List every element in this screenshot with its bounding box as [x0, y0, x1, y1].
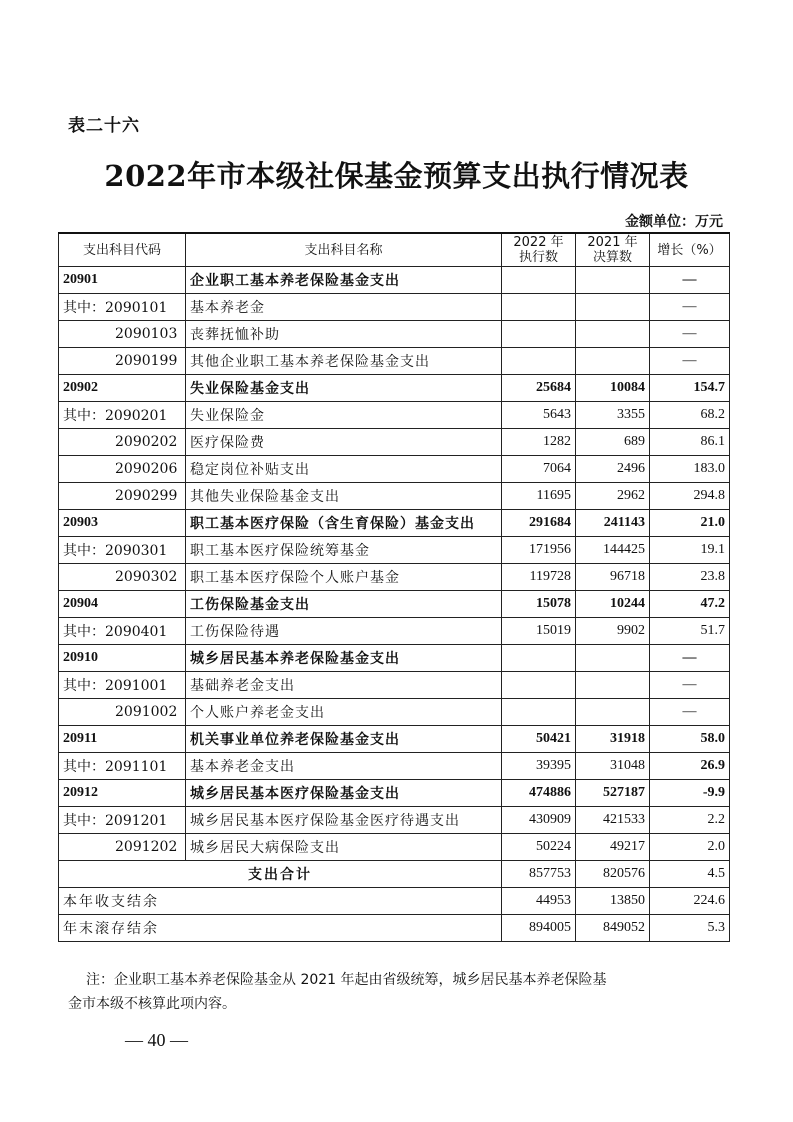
header-2022: [502, 233, 576, 267]
row-value-2021: [576, 267, 650, 294]
table-row: [59, 753, 730, 780]
row-value-2022: 291684: [502, 510, 576, 537]
category-row: [59, 510, 730, 537]
row-growth: —: [650, 294, 730, 321]
total-label: 支出合计: [59, 861, 502, 888]
table-row: [59, 456, 730, 483]
row-value-2021: [576, 348, 650, 375]
category-row: [59, 645, 730, 672]
row-value-2022: 11695: [502, 483, 576, 510]
row-code: 2090199: [59, 348, 186, 375]
row-value-2021: 31048: [576, 753, 650, 780]
table-row: [59, 807, 730, 834]
row-code: 其中：2091201: [59, 807, 186, 834]
header-2021-label: 决算数: [592, 250, 632, 265]
table-row: [59, 348, 730, 375]
rolling-balance-label: 年末滚存结余: [59, 915, 502, 942]
row-name: 基本养老金支出: [186, 753, 502, 780]
row-value-2022: 430909: [502, 807, 576, 834]
category-row: [59, 375, 730, 402]
row-name: 其他企业职工基本养老保险基金支出: [186, 348, 502, 375]
row-growth: —: [650, 699, 730, 726]
row-value-2021: [576, 645, 650, 672]
table-row: [59, 429, 730, 456]
table-number: 表二十六: [68, 116, 140, 136]
row-code: 2091002: [59, 699, 186, 726]
row-name: 基本养老金: [186, 294, 502, 321]
row-name: 失业保险金: [186, 402, 502, 429]
row-value-2022: 15019: [502, 618, 576, 645]
balance-label: 本年收支结余: [59, 888, 502, 915]
row-name: 机关事业单位养老保险基金支出: [186, 726, 502, 753]
row-value-2021: 527187: [576, 780, 650, 807]
table-row: [59, 672, 730, 699]
rolling-balance-row: [59, 915, 730, 942]
row-growth: 183.0: [650, 456, 730, 483]
row-value-2022: 5643: [502, 402, 576, 429]
footnote: [68, 968, 726, 1016]
row-value-2021: 49217: [576, 834, 650, 861]
row-name: 个人账户养老金支出: [186, 699, 502, 726]
row-name: 城乡居民基本医疗保险基金支出: [186, 780, 502, 807]
balance-2022: 44953: [502, 888, 576, 915]
row-code: 其中：2090101: [59, 294, 186, 321]
row-name: 职工基本医疗保险统筹基金: [186, 537, 502, 564]
total-2022: 857753: [502, 861, 576, 888]
total-2021: 820576: [576, 861, 650, 888]
row-value-2022: 119728: [502, 564, 576, 591]
row-value-2022: 15078: [502, 591, 576, 618]
row-growth: 68.2: [650, 402, 730, 429]
row-code: 其中：2090201: [59, 402, 186, 429]
row-value-2022: [502, 348, 576, 375]
table-row: [59, 699, 730, 726]
row-name: 职工基本医疗保险（含生育保险）基金支出: [186, 510, 502, 537]
row-code: 其中：2091001: [59, 672, 186, 699]
row-growth: 2.0: [650, 834, 730, 861]
table-row: [59, 834, 730, 861]
row-code: 2091202: [59, 834, 186, 861]
header-code: 支出科目代码: [59, 233, 186, 267]
table-row: [59, 564, 730, 591]
row-code: 2090299: [59, 483, 186, 510]
row-growth: 86.1: [650, 429, 730, 456]
row-code: 20910: [59, 645, 186, 672]
row-value-2021: 421533: [576, 807, 650, 834]
category-row: [59, 591, 730, 618]
row-value-2021: 2962: [576, 483, 650, 510]
unit-label: 金额单位：万元: [625, 214, 723, 230]
balance-2021: 13850: [576, 888, 650, 915]
row-code: 2090202: [59, 429, 186, 456]
row-growth: 294.8: [650, 483, 730, 510]
total-growth: 4.5: [650, 861, 730, 888]
row-name: 医疗保险费: [186, 429, 502, 456]
row-name: 失业保险基金支出: [186, 375, 502, 402]
category-row: [59, 780, 730, 807]
page-title: 2022年市本级社保基金预算支出执行情况表: [104, 159, 689, 193]
rolling-balance-growth: 5.3: [650, 915, 730, 942]
row-value-2021: 689: [576, 429, 650, 456]
row-code: 2090103: [59, 321, 186, 348]
row-value-2022: [502, 267, 576, 294]
row-growth: —: [650, 267, 730, 294]
header-2021-year: 2021 年: [587, 235, 638, 250]
category-row: [59, 726, 730, 753]
row-name: 城乡居民基本养老保险基金支出: [186, 645, 502, 672]
row-value-2021: [576, 321, 650, 348]
row-value-2021: 3355: [576, 402, 650, 429]
row-growth: —: [650, 645, 730, 672]
rolling-balance-2022: 894005: [502, 915, 576, 942]
row-code: 2090302: [59, 564, 186, 591]
table-row: [59, 402, 730, 429]
row-value-2022: [502, 645, 576, 672]
table-row: [59, 294, 730, 321]
row-growth: 51.7: [650, 618, 730, 645]
row-growth: 47.2: [650, 591, 730, 618]
row-name: 城乡居民大病保险支出: [186, 834, 502, 861]
row-name: 城乡居民基本医疗保险基金医疗待遇支出: [186, 807, 502, 834]
header-growth: 增长（%）: [650, 233, 730, 267]
row-value-2022: 50421: [502, 726, 576, 753]
header-2022-label: 执行数: [518, 250, 558, 265]
header-2021: [576, 233, 650, 267]
row-value-2022: 39395: [502, 753, 576, 780]
category-row: [59, 267, 730, 294]
rolling-balance-2021: 849052: [576, 915, 650, 942]
header-name: 支出科目名称: [186, 233, 502, 267]
row-growth: 19.1: [650, 537, 730, 564]
balance-row: [59, 888, 730, 915]
total-row: [59, 861, 730, 888]
row-growth: —: [650, 321, 730, 348]
row-value-2022: [502, 294, 576, 321]
row-code: 20912: [59, 780, 186, 807]
row-value-2021: 144425: [576, 537, 650, 564]
table-summary: [59, 861, 730, 942]
balance-growth: 224.6: [650, 888, 730, 915]
row-code: 2090206: [59, 456, 186, 483]
table-row: [59, 537, 730, 564]
row-code: 20903: [59, 510, 186, 537]
row-value-2022: 474886: [502, 780, 576, 807]
row-name: 丧葬抚恤补助: [186, 321, 502, 348]
row-value-2022: [502, 672, 576, 699]
row-name: 工伤保险基金支出: [186, 591, 502, 618]
page-number: — 40 —: [125, 1030, 188, 1050]
row-growth: 2.2: [650, 807, 730, 834]
row-value-2021: [576, 294, 650, 321]
row-value-2022: 171956: [502, 537, 576, 564]
row-growth: 23.8: [650, 564, 730, 591]
row-value-2021: 10244: [576, 591, 650, 618]
row-code: 20911: [59, 726, 186, 753]
header-2022-year: 2022 年: [513, 235, 564, 250]
row-value-2022: 7064: [502, 456, 576, 483]
row-code: 20901: [59, 267, 186, 294]
table-body: [59, 267, 730, 861]
row-value-2021: 241143: [576, 510, 650, 537]
row-name: 基础养老金支出: [186, 672, 502, 699]
row-growth: —: [650, 348, 730, 375]
row-value-2021: [576, 699, 650, 726]
table-row: [59, 618, 730, 645]
row-code: 其中：2091101: [59, 753, 186, 780]
table-row: [59, 483, 730, 510]
row-value-2021: 2496: [576, 456, 650, 483]
row-value-2021: 31918: [576, 726, 650, 753]
budget-table: [58, 232, 730, 942]
row-code: 其中：2090401: [59, 618, 186, 645]
row-growth: 154.7: [650, 375, 730, 402]
row-growth: 58.0: [650, 726, 730, 753]
table-row: [59, 321, 730, 348]
row-value-2021: 96718: [576, 564, 650, 591]
row-name: 工伤保险待遇: [186, 618, 502, 645]
row-value-2022: [502, 321, 576, 348]
row-name: 职工基本医疗保险个人账户基金: [186, 564, 502, 591]
row-growth: 26.9: [650, 753, 730, 780]
row-value-2022: 25684: [502, 375, 576, 402]
row-code: 其中：2090301: [59, 537, 186, 564]
row-value-2021: [576, 672, 650, 699]
row-value-2022: 1282: [502, 429, 576, 456]
footnote-line-2: 金市本级不核算此项内容。: [68, 996, 236, 1012]
row-growth: -9.9: [650, 780, 730, 807]
row-name: 其他失业保险基金支出: [186, 483, 502, 510]
row-growth: 21.0: [650, 510, 730, 537]
row-name: 稳定岗位补贴支出: [186, 456, 502, 483]
row-value-2022: [502, 699, 576, 726]
footnote-line-1: 注：企业职工基本养老保险基金从 2021 年起由省级统筹，城乡居民基本养老保险基: [86, 972, 607, 988]
row-name: 企业职工基本养老保险基金支出: [186, 267, 502, 294]
row-value-2021: 10084: [576, 375, 650, 402]
table-header-row: [59, 233, 730, 267]
row-code: 20904: [59, 591, 186, 618]
row-code: 20902: [59, 375, 186, 402]
row-value-2021: 9902: [576, 618, 650, 645]
row-growth: —: [650, 672, 730, 699]
row-value-2022: 50224: [502, 834, 576, 861]
